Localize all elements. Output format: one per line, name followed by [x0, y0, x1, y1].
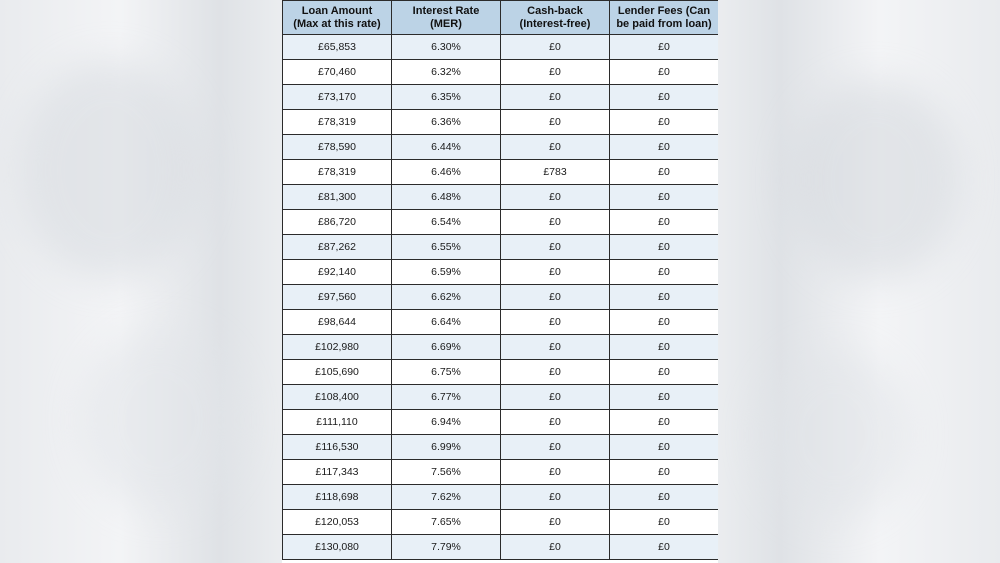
cell-cash-back: £0 [501, 235, 610, 260]
cell-lender-fees: £0 [610, 260, 719, 285]
cell-lender-fees: £0 [610, 510, 719, 535]
table-row [283, 235, 719, 260]
cell-loan-amount: £108,400 [283, 385, 392, 410]
cell-interest-rate: 7.65% [392, 510, 501, 535]
cell-loan-amount: £116,530 [283, 435, 392, 460]
cell-interest-rate: 6.77% [392, 385, 501, 410]
cell-cash-back: £0 [501, 285, 610, 310]
cell-loan-amount: £130,080 [283, 535, 392, 560]
cell-cash-back: £0 [501, 85, 610, 110]
cell-interest-rate: 6.62% [392, 285, 501, 310]
cell-lender-fees: £0 [610, 460, 719, 485]
cell-lender-fees: £0 [610, 485, 719, 510]
cell-loan-amount: £70,460 [283, 60, 392, 85]
cell-loan-amount: £73,170 [283, 85, 392, 110]
cell-cash-back: £0 [501, 135, 610, 160]
cell-cash-back: £0 [501, 60, 610, 85]
cell-cash-back: £0 [501, 460, 610, 485]
cell-loan-amount: £105,690 [283, 360, 392, 385]
cell-interest-rate: 6.46% [392, 160, 501, 185]
table-row [283, 360, 719, 385]
cell-interest-rate: 7.56% [392, 460, 501, 485]
cell-cash-back: £0 [501, 110, 610, 135]
header-line: be paid from loan) [616, 17, 712, 30]
cell-cash-back: £0 [501, 385, 610, 410]
header-interest-rate [392, 1, 501, 35]
table-row [283, 385, 719, 410]
table-body [283, 35, 719, 560]
table-row [283, 260, 719, 285]
table-row [283, 335, 719, 360]
header-cash-back [501, 1, 610, 35]
cell-lender-fees: £0 [610, 135, 719, 160]
header-loan-amount [283, 1, 392, 35]
header-line: Lender Fees (Can [617, 4, 711, 17]
cell-cash-back: £0 [501, 410, 610, 435]
cell-interest-rate: 6.64% [392, 310, 501, 335]
cell-lender-fees: £0 [610, 35, 719, 60]
cell-loan-amount: £97,560 [283, 285, 392, 310]
header-line: Loan Amount [301, 4, 373, 17]
loan-rates-table-container [282, 0, 718, 563]
header-line: (MER) [430, 17, 462, 30]
cell-lender-fees: £0 [610, 285, 719, 310]
cell-loan-amount: £86,720 [283, 210, 392, 235]
cell-interest-rate: 7.62% [392, 485, 501, 510]
table-row [283, 85, 719, 110]
cell-loan-amount: £81,300 [283, 185, 392, 210]
cell-loan-amount: £92,140 [283, 260, 392, 285]
cell-lender-fees: £0 [610, 160, 719, 185]
cell-cash-back: £0 [501, 185, 610, 210]
table-header-row [283, 1, 719, 35]
background-blur [80, 330, 240, 510]
cell-loan-amount: £120,053 [283, 510, 392, 535]
cell-interest-rate: 7.79% [392, 535, 501, 560]
table-row [283, 460, 719, 485]
cell-lender-fees: £0 [610, 385, 719, 410]
table-row [283, 110, 719, 135]
cell-lender-fees: £0 [610, 210, 719, 235]
cell-cash-back: £0 [501, 210, 610, 235]
cell-loan-amount: £111,110 [283, 410, 392, 435]
cell-cash-back: £0 [501, 510, 610, 535]
cell-loan-amount: £118,698 [283, 485, 392, 510]
cell-interest-rate: 6.75% [392, 360, 501, 385]
cell-loan-amount: £87,262 [283, 235, 392, 260]
cell-interest-rate: 6.54% [392, 210, 501, 235]
cell-cash-back: £0 [501, 35, 610, 60]
table-row [283, 310, 719, 335]
table-row [283, 535, 719, 560]
table-row [283, 160, 719, 185]
cell-loan-amount: £78,319 [283, 110, 392, 135]
cell-interest-rate: 6.32% [392, 60, 501, 85]
cell-loan-amount: £65,853 [283, 35, 392, 60]
cell-loan-amount: £117,343 [283, 460, 392, 485]
cell-interest-rate: 6.99% [392, 435, 501, 460]
table-row [283, 185, 719, 210]
table-row [283, 135, 719, 160]
background-blur [20, 60, 200, 280]
cell-cash-back: £0 [501, 535, 610, 560]
cell-loan-amount: £78,590 [283, 135, 392, 160]
cell-lender-fees: £0 [610, 360, 719, 385]
cell-lender-fees: £0 [610, 185, 719, 210]
cell-interest-rate: 6.35% [392, 85, 501, 110]
cell-loan-amount: £78,319 [283, 160, 392, 185]
cell-cash-back: £0 [501, 335, 610, 360]
cell-interest-rate: 6.30% [392, 35, 501, 60]
cell-cash-back: £0 [501, 310, 610, 335]
cell-lender-fees: £0 [610, 410, 719, 435]
cell-lender-fees: £0 [610, 110, 719, 135]
header-line: (Max at this rate) [293, 17, 381, 30]
cell-lender-fees: £0 [610, 85, 719, 110]
cell-cash-back: £0 [501, 360, 610, 385]
table-row [283, 410, 719, 435]
cell-lender-fees: £0 [610, 435, 719, 460]
table-row [283, 285, 719, 310]
header-line: Cash-back [527, 4, 583, 17]
cell-interest-rate: 6.44% [392, 135, 501, 160]
table-row [283, 60, 719, 85]
table-row [283, 485, 719, 510]
cell-interest-rate: 6.36% [392, 110, 501, 135]
cell-interest-rate: 6.69% [392, 335, 501, 360]
cell-loan-amount: £98,644 [283, 310, 392, 335]
cell-lender-fees: £0 [610, 60, 719, 85]
cell-cash-back: £0 [501, 435, 610, 460]
background-blur [790, 80, 960, 280]
table-row [283, 510, 719, 535]
cell-cash-back: £783 [501, 160, 610, 185]
cell-cash-back: £0 [501, 260, 610, 285]
cell-interest-rate: 6.48% [392, 185, 501, 210]
cell-lender-fees: £0 [610, 235, 719, 260]
cell-cash-back: £0 [501, 485, 610, 510]
cell-lender-fees: £0 [610, 310, 719, 335]
background-blur [760, 350, 910, 520]
cell-interest-rate: 6.94% [392, 410, 501, 435]
cell-interest-rate: 6.55% [392, 235, 501, 260]
cell-interest-rate: 6.59% [392, 260, 501, 285]
cell-loan-amount: £102,980 [283, 335, 392, 360]
table-row [283, 35, 719, 60]
cell-lender-fees: £0 [610, 535, 719, 560]
header-line: (Interest-free) [519, 17, 591, 30]
header-lender-fees [610, 1, 719, 35]
header-line: Interest Rate [412, 4, 480, 17]
loan-rates-table [282, 0, 718, 560]
table-row [283, 210, 719, 235]
cell-lender-fees: £0 [610, 335, 719, 360]
table-row [283, 435, 719, 460]
